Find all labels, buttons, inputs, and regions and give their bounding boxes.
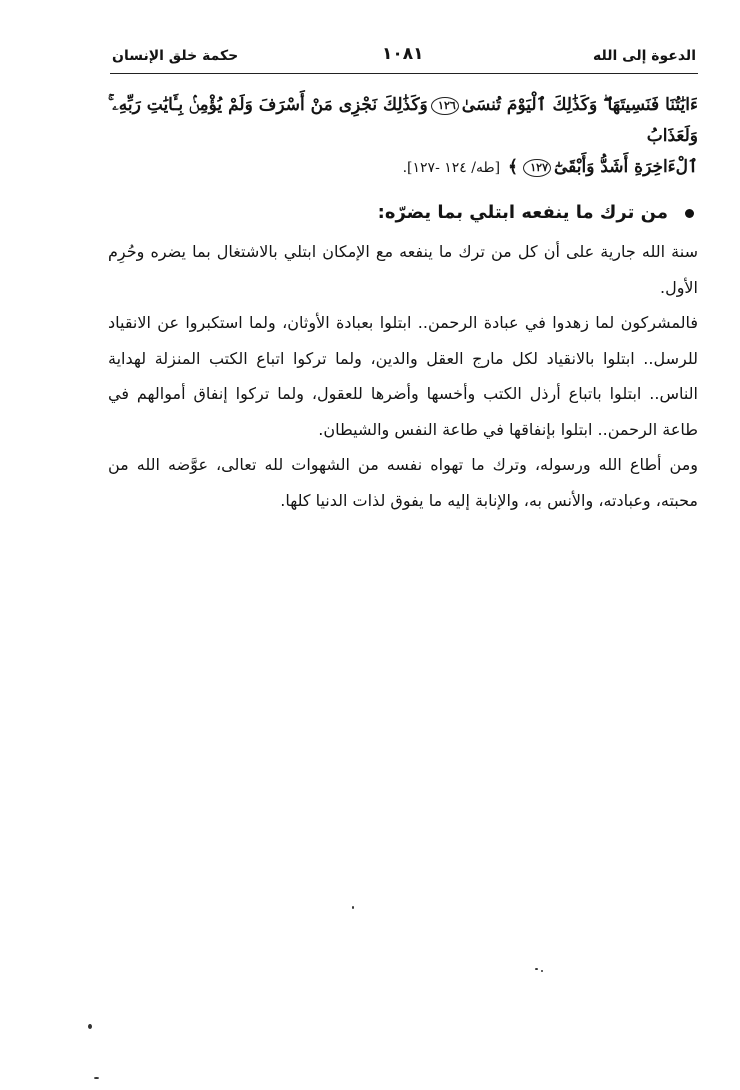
page-body	[108, 90, 698, 518]
quran-line-1	[108, 90, 698, 152]
paragraph: فالمشركون لما زهدوا في عبادة الرحمن.. ابتلوا بعبادة الأوثان، ولما استكبروا عن الانقياد للرسل.. ابتلوا بالانقياد لكل مارج العقل والدين، ولما تركوا اتباع الكتب المنزلة لهداية الناس.. ابتلوا باتباع أرذل الكتب وأخسها وأضرها للعقول، ولما تركوا إنفاق أموالهم في طاعة الرحمن.. ابتلوا بإنفاقها في طاعة النفس والشيطان.	[108, 313, 698, 439]
section-heading	[108, 198, 698, 228]
page-number: ١٠٨١	[382, 44, 424, 64]
scan-speck	[88, 1024, 92, 1029]
paragraph: سنة الله جارية على أن كل من ترك ما ينفعه مع الإمكان ابتلي بالاشتغال بما يضره وحُرِم الأول.	[108, 242, 698, 297]
section-heading-text: من ترك ما ينفعه ابتلي بما يضرّه:	[377, 202, 668, 223]
scan-speck	[352, 906, 354, 909]
scan-speck	[94, 1077, 99, 1079]
scan-speck	[541, 970, 543, 972]
header-rule	[110, 73, 698, 74]
page-header	[112, 44, 696, 70]
ayah-number-marker: ١٢٧	[523, 159, 551, 177]
quran-verse-block	[108, 90, 698, 184]
quran-text-2: ٱلْءَاخِرَةِ أَشَدُّ وَأَبْقَىٰٓ	[554, 157, 698, 177]
chapter-title: حكمة خلق الإنسان	[112, 48, 239, 64]
book-title: الدعوة إلى الله	[593, 48, 696, 64]
paragraph: ومن أطاع الله ورسوله، وترك ما تهواه نفسه من الشهوات لله تعالى، عوَّضه الله من محبته، وعبادته، والأنس به، والإنابة إليه ما يفوق لذات الدنيا كلها.	[108, 455, 698, 510]
quran-text-1b: وَكَذَٰلِكَ نَجْزِى مَنْ أَسْرَفَ وَلَمْ يُؤْمِنۢ بِـَٔايَٰتِ رَبِّهِۦ ۚ وَلَعَذَابُ	[108, 95, 698, 146]
quran-text-1: ءَايَٰتُنَا فَنَسِيتَهَا ۖ وَكَذَٰلِكَ ٱلْيَوْمَ تُنسَىٰ	[461, 95, 698, 115]
quran-reference: [طه/ ١٢٤ -١٢٧].	[402, 160, 501, 176]
quran-line-2	[108, 152, 698, 184]
bullet-icon	[685, 209, 694, 218]
quran-closing-bracket: ﴾	[508, 157, 518, 177]
ayah-number-marker: ١٢٦	[431, 97, 459, 115]
scan-speck	[535, 968, 538, 970]
